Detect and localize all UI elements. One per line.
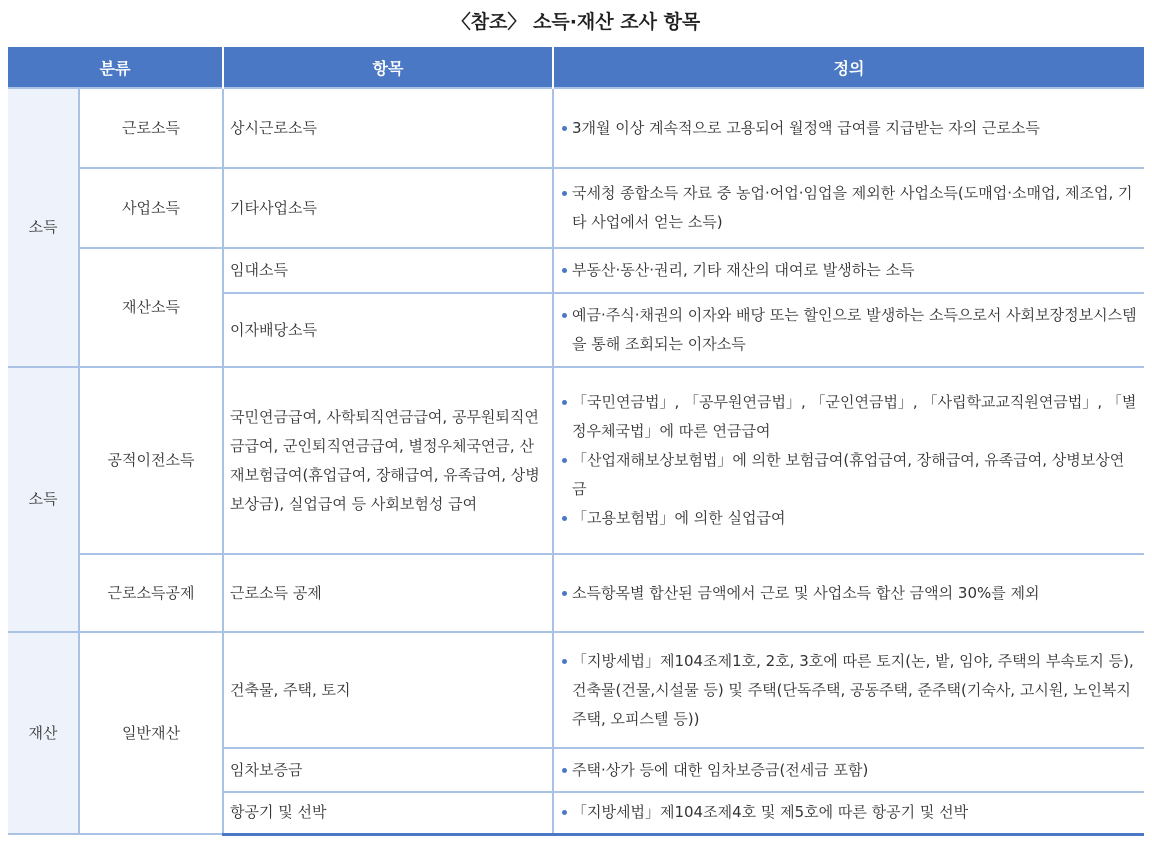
bullet-text: 「산업재해보상보험법」에 의한 보험급여(휴업급여, 장해급여, 유족급여, 상병보상연금: [560, 446, 1138, 504]
subcategory-business: 사업소득: [79, 168, 223, 248]
table-row: [8, 632, 1144, 748]
definition-public-transfer: [553, 367, 1144, 554]
bullet-text: 소득항목별 합산된 금액에서 근로 및 사업소득 합산 금액의 30%를 제외: [560, 579, 1138, 608]
bullet-text: 예금·주식·채권의 이자와 배당 또는 할인으로 발생하는 소득으로서 사회보장정보시스템을 통해 조회되는 이자소득: [560, 301, 1138, 359]
table-row: [8, 168, 1144, 248]
table-row: [8, 248, 1144, 293]
header-item: 항목: [223, 47, 553, 88]
bullet-text: 국세청 종합소득 자료 중 농업·어업·임업을 제외한 사업소득(도매업·소매업, 제조업, 기타 사업에서 얻는 소득): [560, 179, 1138, 237]
table-row: [8, 367, 1144, 554]
definition-interest: [553, 293, 1144, 367]
bullet-text: 「지방세법」제104조제1호, 2호, 3호에 따른 토지(논, 밭, 임야, 주택의 부속토지 등), 건축물(건물,시설물 등) 및 주택(단독주택, 공동주택, 준주택(기숙사, 고시원, 노인복지주택, 오피스텔 등)): [560, 647, 1138, 734]
definition-rental: [553, 248, 1144, 293]
item-deposit: 임차보증금: [223, 748, 553, 792]
item-earned: 상시근로소득: [223, 88, 553, 168]
item-rental: 임대소득: [223, 248, 553, 293]
table-row: [8, 554, 1144, 632]
bullet-text: 주택·상가 등에 대한 임차보증금(전세금 포함): [560, 756, 1138, 785]
bullet-text: 3개월 이상 계속적으로 고용되어 월정액 급여를 지급받는 자의 근로소득: [560, 114, 1138, 143]
table-header-row: [8, 47, 1144, 88]
item-buildings: 건축물, 주택, 토지: [223, 632, 553, 748]
definition-deposit: [553, 748, 1144, 792]
bullet-text: 「고용보험법」에 의한 실업급여: [560, 504, 1138, 533]
definition-buildings: [553, 632, 1144, 748]
group-property: 재산: [8, 632, 79, 834]
definition-earned: [553, 88, 1144, 168]
subcategory-property-income: 재산소득: [79, 248, 223, 367]
header-category: 분류: [8, 47, 223, 88]
subcategory-public-transfer: 공적이전소득: [79, 367, 223, 554]
item-public-transfer: 국민연금급여, 사학퇴직연금급여, 공무원퇴직연금급여, 군인퇴직연금급여, 별정우체국연금, 산재보험급여(휴업급여, 장해급여, 유족급여, 상병보상금), 실업급여 등 사회보험성 급여: [223, 367, 553, 554]
definition-business: [553, 168, 1144, 248]
definition-deduction: [553, 554, 1144, 632]
bullet-text: 「국민연금법」, 「공무원연금법」, 「군인연금법」, 「사립학교교직원연금법」, 「별정우체국법」에 따른 연금급여: [560, 388, 1138, 446]
group-income-2: 소득: [8, 367, 79, 632]
page-title: 〈참조〉 소득·재산 조사 항목: [451, 11, 701, 33]
group-income-1: 소득: [8, 88, 79, 367]
survey-items-table: [8, 47, 1144, 836]
subcategory-deduction: 근로소득공제: [79, 554, 223, 632]
item-interest: 이자배당소득: [223, 293, 553, 367]
item-business: 기타사업소득: [223, 168, 553, 248]
item-deduction: 근로소득 공제: [223, 554, 553, 632]
table-row: [8, 88, 1144, 168]
subcategory-general-property: 일반재산: [79, 632, 223, 834]
item-vessel: 항공기 및 선박: [223, 792, 553, 834]
definition-vessel: [553, 792, 1144, 834]
bullet-text: 「지방세법」제104조제4호 및 제5호에 따른 항공기 및 선박: [560, 798, 1138, 827]
bullet-text: 부동산·동산·권리, 기타 재산의 대여로 발생하는 소득: [560, 256, 1138, 285]
header-definition: 정의: [553, 47, 1144, 88]
subcategory-earned: 근로소득: [79, 88, 223, 168]
